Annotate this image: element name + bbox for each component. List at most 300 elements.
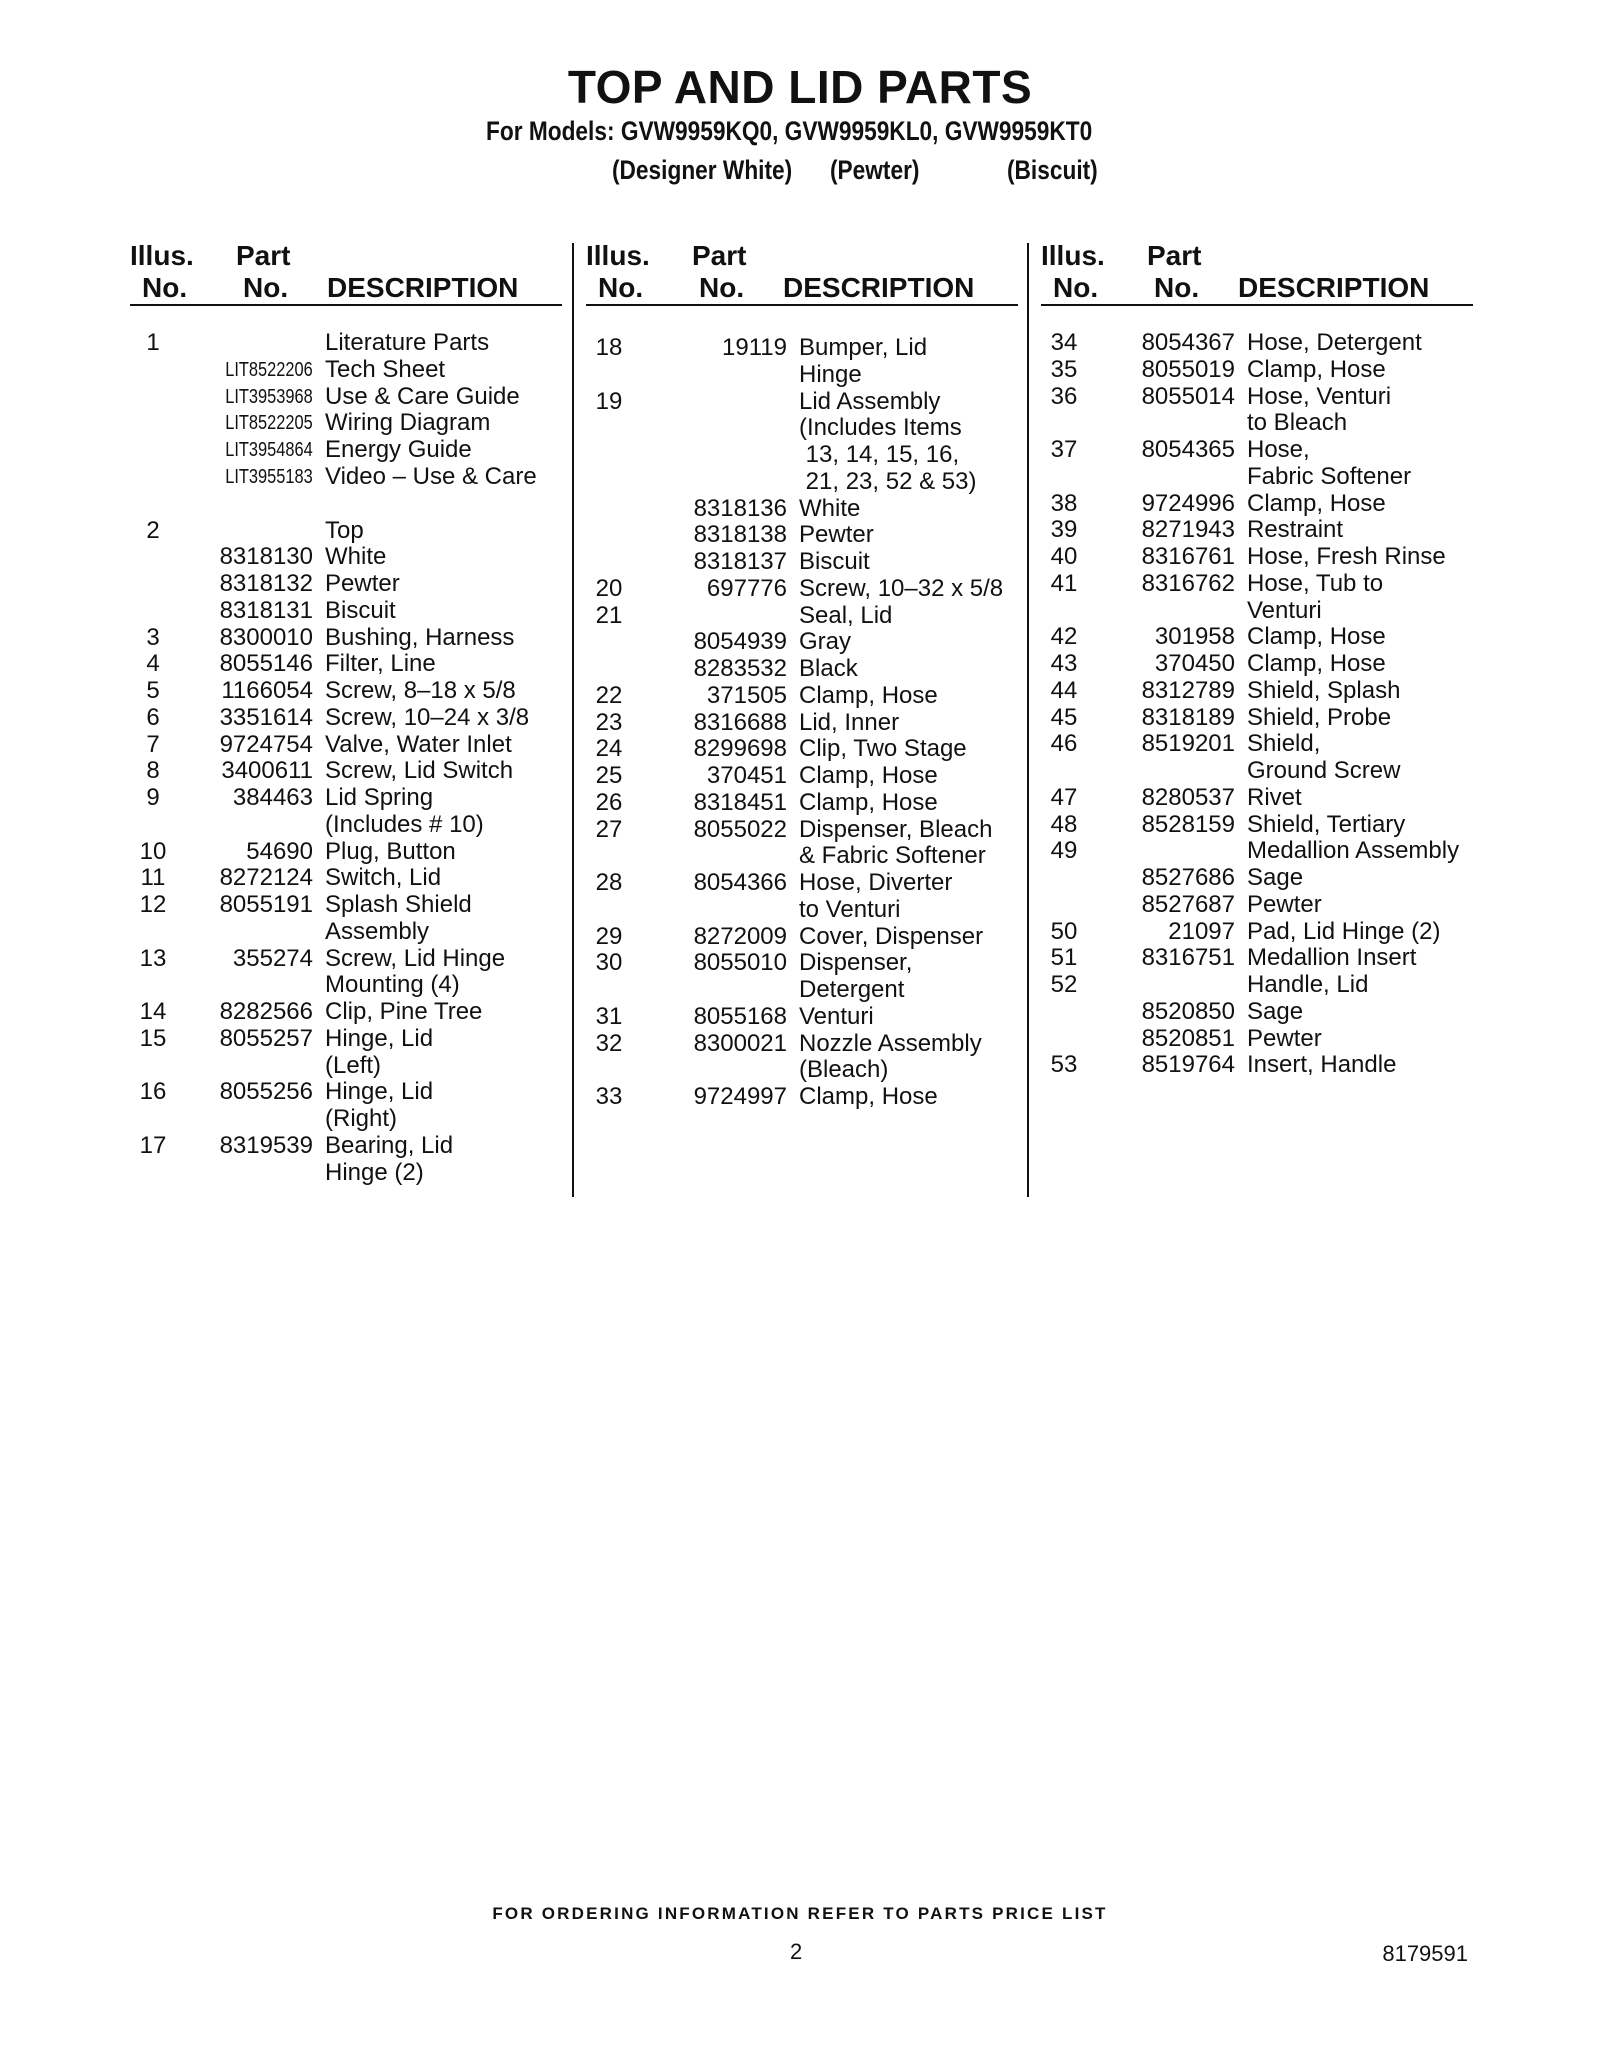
header-part-no: No.: [699, 272, 745, 303]
part-description: Filter, Line: [325, 650, 436, 678]
part-description: (Right): [325, 1105, 398, 1132]
part-description: Hinge, Lid: [325, 1024, 434, 1052]
part-row: [594, 870, 1024, 897]
illus-number: 41: [1050, 569, 1078, 597]
part-row: [1049, 571, 1479, 598]
part-description: White: [325, 543, 387, 571]
part-description: & Fabric Softener: [799, 842, 986, 870]
part-number: 8316688: [693, 708, 787, 736]
part-row: [138, 1053, 558, 1080]
part-row: [1049, 838, 1479, 865]
part-description: Energy Guide: [325, 436, 472, 463]
part-description: Black: [799, 655, 858, 682]
part-description: Top: [325, 516, 364, 544]
part-row: [594, 496, 1024, 523]
illus-number: 28: [595, 869, 623, 896]
models-subtitle: For Models: GVW9959KQ0, GVW9959KL0, GVW9959KT0: [486, 116, 1093, 146]
part-description: Pewter: [1247, 890, 1322, 918]
part-number: 8519201: [1141, 730, 1235, 758]
part-number: 8272124: [219, 864, 313, 892]
part-row: [138, 357, 558, 384]
part-number: 8283532: [693, 655, 787, 682]
illus-number: 31: [595, 1002, 623, 1030]
part-row: [594, 549, 1024, 576]
part-number: 8055022: [693, 815, 787, 843]
illus-number: 25: [595, 762, 623, 789]
part-description: Clip, Pine Tree: [325, 998, 483, 1025]
page-number: 2: [790, 1939, 803, 1964]
part-number: 8318136: [693, 494, 787, 522]
part-description: Venturi: [1247, 596, 1322, 624]
illus-number: 30: [595, 949, 623, 977]
part-number: 8318189: [1141, 703, 1235, 731]
part-number: LIT8522206: [225, 358, 313, 381]
part-number: 8318137: [693, 548, 787, 575]
part-number: 8316751: [1141, 944, 1235, 972]
part-description: Video – Use & Care: [325, 462, 537, 490]
part-description: Splash Shield: [325, 891, 472, 918]
part-row: [138, 919, 558, 946]
illus-number: 20: [595, 574, 623, 602]
part-number: 8316761: [1141, 543, 1235, 570]
part-description: (Bleach): [799, 1056, 889, 1084]
illus-number: 15: [139, 1024, 167, 1052]
part-number: 1166054: [221, 677, 313, 704]
part-row: [138, 732, 558, 759]
part-description: White: [799, 494, 861, 522]
part-description: Nozzle Assembly: [799, 1029, 982, 1057]
part-row: [594, 683, 1024, 710]
part-row: [1049, 410, 1479, 437]
header-description: DESCRIPTION: [1238, 272, 1430, 303]
part-description: Sage: [1247, 997, 1304, 1025]
part-description: Fabric Softener: [1247, 462, 1412, 490]
part-number: 8055256: [219, 1078, 313, 1106]
header-illus-no: No.: [598, 272, 644, 303]
part-row: [1049, 705, 1479, 732]
part-row: [138, 384, 558, 411]
part-description: Screw, 10–24 x 3/8: [325, 703, 530, 731]
part-description: Ground Screw: [1247, 757, 1401, 784]
part-row: [1049, 785, 1479, 812]
part-row: [138, 758, 558, 785]
part-row: [1049, 1026, 1479, 1053]
part-number: 8318451: [693, 788, 787, 816]
part-row: [1049, 517, 1479, 544]
part-row: [594, 763, 1024, 790]
part-number: 301958: [1154, 623, 1235, 651]
part-number: 384463: [232, 784, 313, 811]
part-row: [138, 437, 558, 464]
illus-number: 32: [595, 1029, 623, 1057]
part-row: [594, 1084, 1024, 1111]
part-row: [1049, 1052, 1479, 1079]
illus-number: 45: [1050, 703, 1078, 731]
part-row: [138, 571, 558, 598]
part-row: [1049, 919, 1479, 946]
part-row: [138, 1026, 558, 1053]
illus-number: 35: [1050, 355, 1078, 383]
part-number: 8055257: [219, 1024, 313, 1052]
part-row: [1049, 330, 1479, 357]
part-number: LIT8522205: [225, 412, 313, 435]
part-number: 8520851: [1141, 1024, 1235, 1052]
part-description: 13, 14, 15, 16,: [799, 441, 960, 468]
part-row: [1049, 758, 1479, 785]
part-row: [594, 790, 1024, 817]
illus-number: 12: [139, 891, 167, 918]
part-row: [594, 415, 1024, 442]
part-number: 8055168: [693, 1002, 787, 1030]
part-description: Restraint: [1247, 516, 1344, 544]
illus-number: 39: [1050, 516, 1078, 544]
part-number: 8318138: [693, 521, 787, 549]
illus-number: 7: [146, 730, 160, 758]
header-part-no: No.: [243, 272, 289, 303]
header-illus: Illus.: [586, 240, 650, 271]
part-number: 19119: [722, 334, 787, 361]
part-number: 9724997: [693, 1083, 787, 1110]
parts-list-column-3: [1049, 330, 1479, 1079]
part-row: [1049, 544, 1479, 571]
part-description: Pewter: [799, 521, 874, 549]
part-description: Shield, Splash: [1247, 676, 1401, 704]
part-row: [594, 924, 1024, 951]
illus-number: 11: [140, 864, 166, 892]
part-number: 8318131: [219, 596, 313, 624]
part-row: [138, 678, 558, 705]
part-number: 8318132: [219, 570, 313, 597]
part-number: 8055146: [219, 650, 313, 678]
part-number: 8055019: [1141, 355, 1235, 383]
part-row: [138, 705, 558, 732]
part-number: 21097: [1168, 917, 1235, 945]
header-part: Part: [236, 240, 291, 271]
illus-number: 38: [1050, 489, 1078, 517]
part-number: 8054939: [693, 628, 787, 656]
part-description: Hose,: [1247, 436, 1310, 463]
part-description: Wiring Diagram: [325, 409, 491, 437]
illus-number: 46: [1050, 730, 1078, 758]
header-part: Part: [1147, 240, 1202, 271]
illus-number: 14: [139, 998, 167, 1025]
illus-number: 47: [1050, 783, 1078, 811]
part-row: [594, 1004, 1024, 1031]
part-row: [594, 469, 1024, 496]
illus-number: 33: [595, 1083, 623, 1110]
part-row: [594, 442, 1024, 469]
part-description: Valve, Water Inlet: [325, 730, 512, 758]
part-description: Shield, Tertiary: [1247, 810, 1406, 838]
part-description: Screw, 10–32 x 5/8: [799, 574, 1004, 602]
illus-number: 29: [595, 922, 623, 950]
part-description: Biscuit: [799, 548, 870, 575]
illus-number: 23: [595, 708, 623, 736]
part-number: 8055014: [1141, 382, 1235, 410]
part-description: Clip, Two Stage: [799, 735, 967, 763]
part-number: 8300021: [693, 1029, 787, 1057]
part-row: [594, 843, 1024, 870]
illus-number: 13: [139, 944, 167, 972]
part-row: [594, 977, 1024, 1004]
part-number: 355274: [232, 944, 313, 972]
part-row: [594, 603, 1024, 630]
part-row: [1049, 678, 1479, 705]
part-number: 697776: [706, 574, 787, 602]
part-row: [594, 950, 1024, 977]
part-row: [138, 651, 558, 678]
illus-number: 36: [1050, 382, 1078, 410]
part-description: Pewter: [325, 570, 400, 597]
part-row: [594, 629, 1024, 656]
column-divider: [572, 243, 574, 1197]
illus-number: 10: [139, 837, 167, 865]
part-number: 8299698: [693, 735, 787, 763]
part-description: Lid, Inner: [799, 708, 900, 736]
part-description: Clamp, Hose: [799, 762, 938, 789]
part-row: [1049, 945, 1479, 972]
part-description: Pewter: [1247, 1024, 1322, 1052]
finish-biscuit: (Biscuit): [1007, 155, 1098, 185]
ordering-note: FOR ORDERING INFORMATION REFER TO PARTS PRICE LIST: [492, 1904, 1108, 1923]
part-number: 8312789: [1141, 676, 1235, 704]
part-number: 371505: [706, 681, 787, 709]
part-row: [138, 625, 558, 652]
illus-number: 1: [146, 329, 160, 356]
part-number: 9724996: [1141, 489, 1235, 517]
illus-number: 3: [146, 623, 160, 651]
part-description: Screw, Lid Switch: [325, 757, 514, 785]
illus-number: 48: [1050, 810, 1078, 838]
part-description: Clamp, Hose: [1247, 489, 1386, 517]
part-description: Clamp, Hose: [1247, 623, 1386, 651]
part-row: [1049, 491, 1479, 518]
part-row: [594, 710, 1024, 737]
part-description: (Left): [325, 1051, 382, 1079]
part-description: Hinge (2): [325, 1158, 424, 1186]
part-description: Cover, Dispenser: [799, 922, 984, 950]
part-description: Shield, Probe: [1247, 703, 1392, 731]
header-underline: [130, 304, 562, 306]
part-row: [1049, 598, 1479, 625]
header-underline: [1041, 304, 1473, 306]
part-description: Tech Sheet: [325, 355, 446, 383]
part-description: Switch, Lid: [325, 864, 442, 892]
part-row: [1049, 357, 1479, 384]
part-number: 8319539: [219, 1131, 313, 1159]
part-description: Bumper, Lid: [799, 334, 928, 361]
part-row: [1049, 972, 1479, 999]
header-illus-no: No.: [1053, 272, 1099, 303]
illus-number: 50: [1050, 917, 1078, 945]
part-description: Mounting (4): [325, 971, 460, 999]
part-description: Shield,: [1247, 730, 1321, 758]
part-number: 8520850: [1141, 997, 1235, 1025]
part-description: Insert, Handle: [1247, 1051, 1397, 1079]
parts-list-column-1: [138, 330, 558, 1186]
part-row: [594, 389, 1024, 416]
part-description: Clamp, Hose: [1247, 355, 1386, 383]
part-number: 370450: [1154, 650, 1235, 677]
part-number: 8054367: [1141, 329, 1235, 356]
illus-number: 53: [1050, 1051, 1078, 1079]
part-number: 8300010: [219, 623, 313, 651]
part-number: 8271943: [1141, 516, 1235, 544]
part-number: 8272009: [693, 922, 787, 950]
part-description: Hose, Tub to: [1247, 569, 1384, 597]
part-row: [594, 362, 1024, 389]
finish-designer-white: (Designer White): [612, 155, 793, 185]
part-number: 8054365: [1141, 436, 1235, 463]
part-description: to Bleach: [1247, 409, 1348, 437]
part-description: Clamp, Hose: [1247, 650, 1386, 677]
part-row: [138, 330, 558, 357]
part-number: 54690: [246, 837, 313, 865]
part-row: [138, 865, 558, 892]
illus-number: 18: [595, 334, 623, 361]
part-number: 9724754: [219, 730, 313, 758]
part-number: 3400611: [221, 757, 313, 785]
illus-number: 51: [1050, 944, 1078, 972]
part-row: [138, 1079, 558, 1106]
illus-number: 27: [595, 815, 623, 843]
illus-number: 5: [146, 677, 160, 704]
part-row: [594, 335, 1024, 362]
part-row: [138, 544, 558, 571]
part-description: Venturi: [799, 1002, 874, 1030]
illus-number: 52: [1050, 971, 1078, 998]
page-title: TOP AND LID PARTS: [567, 61, 1033, 113]
part-row: [594, 817, 1024, 844]
part-description: Seal, Lid: [799, 601, 893, 629]
part-number: 3351614: [219, 703, 313, 731]
part-description: Clamp, Hose: [799, 681, 938, 709]
part-description: Screw, Lid Hinge: [325, 944, 506, 972]
illus-number: 40: [1050, 543, 1078, 570]
part-row: [138, 410, 558, 437]
part-row: [138, 892, 558, 919]
header-part-no: No.: [1154, 272, 1200, 303]
part-description: Dispenser, Bleach: [799, 815, 993, 843]
part-row: [594, 522, 1024, 549]
part-number: 8316762: [1141, 569, 1235, 597]
part-row: [1049, 437, 1479, 464]
part-description: Hose, Diverter: [799, 869, 953, 896]
part-description: Hose, Venturi: [1247, 382, 1392, 410]
part-row: [594, 1057, 1024, 1084]
part-description: (Includes # 10): [325, 810, 484, 838]
part-number: 370451: [706, 762, 787, 789]
part-number: 8055010: [693, 949, 787, 977]
part-row: [594, 656, 1024, 683]
part-description: Lid Assembly: [799, 387, 941, 415]
part-description: Dispenser,: [799, 949, 913, 977]
illus-number: 43: [1050, 650, 1078, 677]
illus-number: 17: [139, 1131, 167, 1159]
part-row: [1049, 865, 1479, 892]
part-row: [138, 972, 558, 999]
part-row: [138, 946, 558, 973]
header-part: Part: [692, 240, 747, 271]
part-description: Bushing, Harness: [325, 623, 515, 651]
illus-number: 26: [595, 788, 623, 816]
part-row: [138, 1106, 558, 1133]
part-row: [138, 999, 558, 1026]
part-row: [138, 839, 558, 866]
part-description: Literature Parts: [325, 329, 490, 356]
illus-number: 4: [146, 650, 160, 678]
part-row: [1049, 999, 1479, 1026]
part-number: 8055191: [219, 891, 313, 918]
part-row: [1049, 464, 1479, 491]
part-row: [594, 576, 1024, 603]
part-description: Medallion Insert: [1247, 944, 1417, 972]
part-row: [594, 897, 1024, 924]
illus-number: 9: [146, 784, 160, 811]
illus-number: 42: [1050, 623, 1078, 651]
illus-number: 8: [146, 757, 160, 785]
illus-number: 16: [139, 1078, 167, 1106]
part-row: [138, 518, 558, 545]
illus-number: 44: [1050, 676, 1078, 704]
part-description: Detergent: [799, 976, 905, 1003]
illus-number: 49: [1050, 837, 1078, 865]
part-number: 8527686: [1141, 864, 1235, 891]
part-number: 8519764: [1141, 1051, 1235, 1079]
illus-number: 2: [146, 516, 160, 544]
part-description: Lid Spring: [325, 784, 434, 811]
header-illus: Illus.: [1041, 240, 1105, 271]
document-number: 8179591: [1382, 1941, 1468, 1966]
header-description: DESCRIPTION: [327, 272, 519, 303]
part-description: Hose, Fresh Rinse: [1247, 543, 1446, 570]
part-number: 8528159: [1141, 810, 1235, 838]
part-number: LIT3953968: [225, 385, 313, 408]
part-description: Hose, Detergent: [1247, 329, 1422, 356]
part-row: [1049, 624, 1479, 651]
illus-number: 19: [595, 387, 623, 415]
part-row: [594, 736, 1024, 763]
part-description: to Venturi: [799, 895, 901, 923]
part-number: LIT3954864: [225, 439, 313, 461]
part-row: [1049, 892, 1479, 919]
illus-number: 24: [595, 735, 623, 763]
part-row: [138, 812, 558, 839]
part-description: Screw, 8–18 x 5/8: [325, 677, 516, 704]
part-row: [1049, 651, 1479, 678]
illus-number: 22: [595, 681, 623, 709]
part-description: (Includes Items: [799, 414, 962, 442]
illus-number: 37: [1050, 436, 1078, 463]
header-illus-no: No.: [142, 272, 188, 303]
part-description: Clamp, Hose: [799, 788, 938, 816]
part-description: Bearing, Lid: [325, 1131, 454, 1159]
part-description: Handle, Lid: [1247, 971, 1369, 998]
part-number: 8318130: [219, 543, 313, 571]
part-description: Biscuit: [325, 596, 396, 624]
part-row: [1049, 731, 1479, 758]
part-row: [138, 1133, 558, 1160]
part-description: Hinge, Lid: [325, 1078, 434, 1106]
column-divider: [1027, 243, 1029, 1197]
part-description: 21, 23, 52 & 53): [799, 467, 977, 495]
part-row: [1049, 812, 1479, 839]
part-number: LIT3955183: [225, 465, 313, 488]
part-description: Use & Care Guide: [325, 382, 520, 410]
part-description: Clamp, Hose: [799, 1083, 938, 1110]
header-description: DESCRIPTION: [783, 272, 975, 303]
illus-number: 6: [146, 703, 160, 731]
